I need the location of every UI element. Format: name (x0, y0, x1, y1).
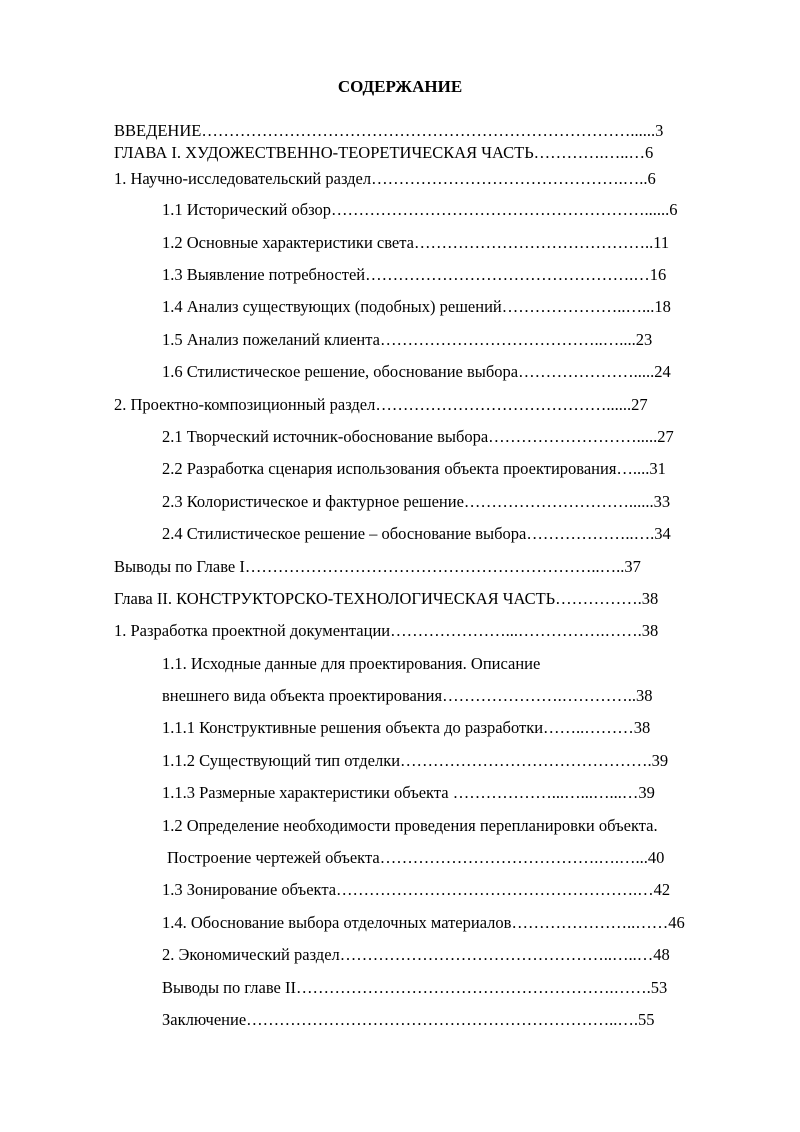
toc-entry-ch2-1-1-1: 1.1.1 Конструктивные решения объекта до разработки……..………38 (162, 718, 651, 737)
toc-entry-1-1: 1.1 Исторический обзор…………………………………………………......6 (162, 200, 678, 219)
toc-entry-ch2-1-1-line2: внешнего вида объекта проектирования………………….…………..38 (162, 686, 653, 705)
toc-entry-1-5: 1.5 Анализ пожеланий клиента…………………………………..…....23 (162, 330, 653, 349)
toc-entry-section-1: 1. Научно-исследовательский раздел……………………………………….…..6 (114, 169, 656, 188)
toc-entry-chapter-2: Глава II. КОНСТРУКТОРСКО-ТЕХНОЛОГИЧЕСКАЯ ЧАСТЬ…………….38 (114, 589, 659, 608)
toc-entry-1-2: 1.2 Основные характеристики света……………………………………..11 (162, 233, 670, 252)
toc-entry-chapter-1: ГЛАВА I. ХУДОЖЕСТВЕННО-ТЕОРЕТИЧЕСКАЯ ЧАСТЬ………….…..…6 (114, 143, 654, 162)
toc-entry-1-3: 1.3 Выявление потребностей………………………………………….…16 (162, 265, 667, 284)
toc-entry-ch2-section-1: 1. Разработка проектной документации…………………...…………….…….38 (114, 621, 659, 640)
toc-entry-ch2-1-3: 1.3 Зонирование объекта……………………………………………….…42 (162, 880, 671, 899)
toc-entry-ch2-section-2: 2. Экономический раздел…………………………………………..…..…48 (162, 945, 670, 964)
toc-entry-conclusion: Заключение…………………………………………………………..….55 (162, 1010, 655, 1029)
toc-entry-conclusions-chapter-2: Выводы по главе II………………………………………………….…….53 (162, 978, 668, 997)
toc-entry-conclusions-chapter-1: Выводы по Главе I………………………………………………………..…..37 (114, 557, 641, 576)
toc-entry-ch2-1-1-line1: 1.1. Исходные данные для проектирования. Описание (162, 654, 541, 673)
page-title: СОДЕРЖАНИЕ (337, 77, 463, 96)
toc-entry-section-2: 2. Проектно-композиционный раздел……………………………………......27 (114, 395, 648, 414)
toc-entry-introduction: ВВЕДЕНИЕ……………………………………………………………………......3 (114, 121, 664, 140)
toc-entry-ch2-1-1-2: 1.1.2 Существующий тип отделки……………………………………….39 (162, 751, 669, 770)
toc-entry-ch2-1-1-3: 1.1.3 Размерные характеристики объекта ………………...…...…...…39 (162, 783, 655, 802)
toc-entry-2-3: 2.3 Колористическое и фактурное решение…………………………......33 (162, 492, 671, 511)
toc-entry-1-4: 1.4 Анализ существующих (подобных) решений…………………..…...18 (162, 297, 671, 316)
toc-entry-2-2: 2.2 Разработка сценария использования объекта проектирования…....31 (162, 459, 666, 478)
toc-entry-1-6: 1.6 Стилистическое решение, обоснование выбора………………….....24 (162, 362, 671, 381)
toc-entry-ch2-1-4: 1.4. Обоснование выбора отделочных материалов…………………..……46 (162, 913, 685, 932)
toc-entry-2-1: 2.1 Творческий источник-обоснование выбора……………………….....27 (162, 427, 674, 446)
toc-entry-ch2-1-2-line1: 1.2 Определение необходимости проведения перепланировки объекта. (162, 816, 658, 835)
toc-entry-2-4: 2.4 Стилистическое решение – обоснование выбора………………..….34 (162, 524, 671, 543)
toc-entry-ch2-1-2-line2: Построение чертежей объекта………………………………….….…...40 (167, 848, 665, 867)
